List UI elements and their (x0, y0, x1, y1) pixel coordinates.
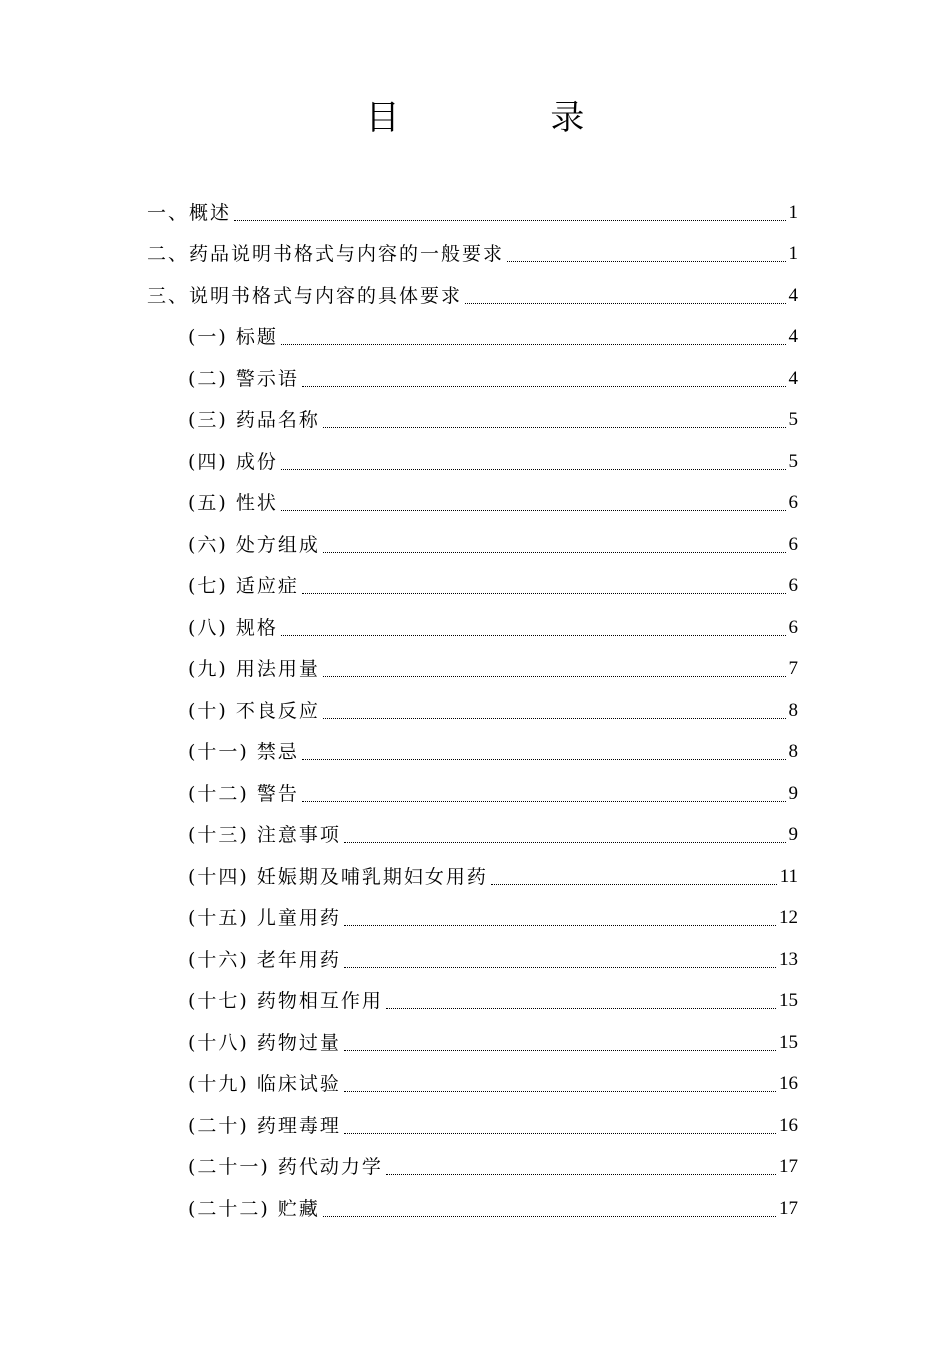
toc-entry-page-number: 7 (788, 658, 798, 679)
toc-entry-label: (二十一) 药代动力学 (188, 1156, 383, 1178)
toc-entry[interactable] (0, 515, 798, 557)
toc-entry-label: (十七) 药物相互作用 (188, 990, 383, 1012)
toc-entry-page-number: 8 (788, 699, 798, 721)
toc-entry-page-number: 5 (788, 450, 798, 472)
toc-dot-leader (281, 634, 786, 636)
toc-entry-label: 二、药品说明书格式与内容的一般要求 (147, 243, 505, 265)
toc-dot-leader (344, 1090, 776, 1092)
toc-entry-page-number: 17 (779, 1197, 798, 1219)
toc-entry-page-number: 16 (779, 1114, 798, 1136)
toc-dot-leader (302, 758, 786, 760)
toc-dot-leader (507, 260, 785, 262)
toc-entry[interactable] (0, 723, 798, 765)
toc-entry[interactable] (0, 598, 798, 640)
toc-entry[interactable] (0, 1055, 798, 1097)
toc-entry-page-number: 6 (788, 575, 798, 596)
toc-dot-leader (465, 302, 785, 304)
toc-entry-label: (十六) 老年用药 (188, 948, 341, 971)
toc-dot-leader (344, 841, 786, 843)
toc-entry-label: 三、说明书格式与内容的具体要求 (147, 284, 463, 307)
toc-dot-leader (302, 800, 786, 802)
toc-dot-leader (344, 1132, 776, 1134)
toc-dot-leader (281, 468, 786, 470)
toc-entry-label: (四) 成份 (188, 450, 278, 473)
toc-entry-label: (十二) 警告 (188, 782, 299, 805)
toc-entry-page-number: 15 (779, 1031, 798, 1053)
toc-entry-page-number: 5 (788, 409, 798, 430)
toc-entry[interactable] (0, 308, 798, 350)
toc-entry[interactable] (0, 930, 798, 972)
toc-dot-leader (302, 385, 786, 387)
toc-entry[interactable] (0, 1179, 798, 1221)
toc-entry-page-number: 4 (788, 326, 798, 347)
toc-entry[interactable] (0, 266, 798, 308)
toc-entry-label: (八) 规格 (188, 616, 278, 639)
toc-dot-leader (281, 509, 786, 511)
toc-entry-page-number: 8 (788, 741, 798, 762)
toc-dot-leader (281, 343, 786, 345)
toc-entry-label: (十) 不良反应 (188, 699, 320, 722)
toc-entry-label: 一、概述 (147, 201, 232, 224)
toc-entry[interactable] (0, 764, 798, 806)
toc-entry-page-number: 6 (788, 492, 798, 513)
toc-entry[interactable] (0, 972, 798, 1014)
toc-entry-page-number: 6 (788, 616, 798, 638)
toc-entry[interactable] (0, 391, 798, 433)
toc-entry[interactable] (0, 1096, 798, 1138)
page-title: 目 录 (365, 98, 655, 138)
toc-entry-page-number: 11 (779, 865, 798, 887)
toc-entry[interactable] (0, 806, 798, 848)
toc-entry-page-number: 4 (788, 367, 798, 389)
toc-dot-leader (344, 966, 776, 968)
toc-entry-label: (七) 适应症 (188, 575, 299, 597)
toc-entry-page-number: 17 (779, 1156, 798, 1177)
toc-dot-leader (323, 675, 786, 677)
toc-entry-label: (十五) 儿童用药 (188, 907, 341, 929)
toc-entry-label: (六) 处方组成 (188, 533, 320, 556)
toc-entry[interactable] (0, 681, 798, 723)
toc-entry-page-number: 4 (788, 284, 798, 306)
toc-entry[interactable] (0, 432, 798, 474)
toc-dot-leader (323, 551, 786, 553)
toc-entry-label: (三) 药品名称 (188, 409, 320, 431)
toc-dot-leader (323, 1215, 776, 1217)
toc-entry-label: (二十二) 贮藏 (188, 1197, 320, 1220)
toc-dot-leader (323, 717, 786, 719)
toc-entry-label: (九) 用法用量 (188, 658, 320, 680)
toc-entry-page-number: 1 (788, 201, 798, 223)
toc-dot-leader (491, 883, 777, 885)
toc-dot-leader (344, 1049, 776, 1051)
toc-entry[interactable] (0, 1138, 798, 1180)
toc-entry[interactable] (0, 225, 798, 267)
toc-entry-page-number: 13 (779, 948, 798, 970)
toc-entry-label: (十八) 药物过量 (188, 1031, 341, 1054)
toc-entry[interactable] (0, 847, 798, 889)
toc-entry[interactable] (0, 349, 798, 391)
toc-dot-leader (344, 924, 776, 926)
toc-dot-leader (234, 219, 785, 221)
toc-entry-page-number: 6 (788, 533, 798, 555)
toc-entry-label: (二) 警示语 (188, 367, 299, 390)
toc-entry-page-number: 9 (788, 782, 798, 804)
toc-entry-label: (十九) 临床试验 (188, 1073, 341, 1095)
toc-entry-page-number: 9 (788, 824, 798, 845)
toc-dot-leader (386, 1173, 776, 1175)
toc-entry[interactable] (0, 474, 798, 516)
toc-entry-page-number: 15 (779, 990, 798, 1011)
table-of-contents (0, 183, 950, 1221)
toc-entry[interactable] (0, 889, 798, 931)
toc-entry[interactable] (0, 1013, 798, 1055)
toc-entry-label: (二十) 药理毒理 (188, 1114, 341, 1137)
toc-dot-leader (302, 592, 786, 594)
toc-dot-leader (323, 426, 786, 428)
toc-dot-leader (386, 1007, 776, 1009)
toc-entry-label: (十四) 妊娠期及哺乳期妇女用药 (188, 865, 488, 888)
toc-entry-label: (一) 标题 (188, 326, 278, 348)
toc-entry[interactable] (0, 557, 798, 599)
toc-entry-label: (十三) 注意事项 (188, 824, 341, 846)
toc-entry-page-number: 1 (788, 243, 798, 264)
toc-entry-label: (十一) 禁忌 (188, 741, 299, 763)
toc-entry[interactable] (0, 640, 798, 682)
toc-entry[interactable] (0, 183, 798, 225)
toc-entry-label: (五) 性状 (188, 492, 278, 514)
toc-entry-page-number: 12 (779, 907, 798, 928)
toc-entry-page-number: 16 (779, 1073, 798, 1094)
